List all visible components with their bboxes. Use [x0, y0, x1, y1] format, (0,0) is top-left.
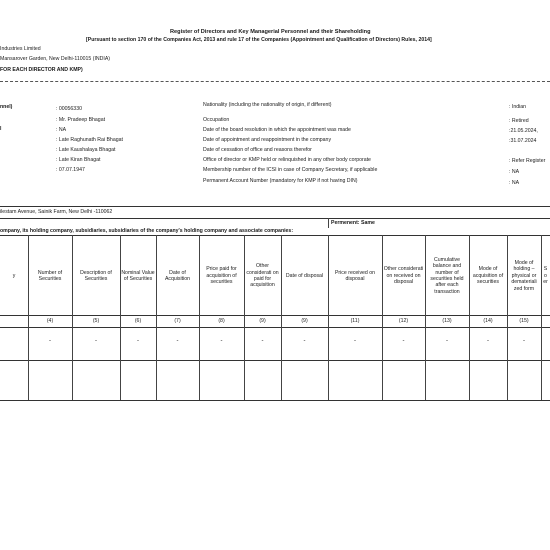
table-bottom-border	[0, 400, 550, 401]
spouse-name-value: : Late Kiran Bhagat	[56, 157, 101, 163]
table-value-cell: -	[137, 338, 139, 344]
cessation-label: Date of cessation of office and reasons therefor	[203, 147, 312, 153]
table-value-cell: -	[446, 338, 448, 344]
top-dashed-separator	[0, 81, 550, 82]
nationality-value: : Indian	[509, 104, 527, 110]
appointment-date-label: Date of appointment and reappointment in the company	[203, 137, 332, 143]
other-office-label: Office of director or KMP held or relinquished in any other body corporate	[203, 157, 371, 163]
section-heading: FOR EACH DIRECTOR AND KMP)	[0, 67, 83, 73]
table-number-cell: (11)	[350, 318, 360, 324]
table-number-cell: (15)	[519, 318, 529, 324]
table-value-cell: -	[523, 338, 525, 344]
table-header-cell: Other considerati on received on disposal	[383, 266, 424, 286]
table-header-cell: Date of disposal	[285, 272, 324, 279]
appointment-date-value: :31.07.2024	[509, 138, 537, 144]
table-value-cell: -	[402, 338, 405, 344]
table-number-cell: (8)	[218, 318, 225, 324]
company-address: Mansarover Garden, New Delhi-110015 (INDIA)	[0, 56, 111, 62]
table-value-cell: -	[261, 338, 264, 344]
address-box-divider	[328, 218, 329, 228]
table-header-cell: Price paid for acquisition of securities	[206, 266, 237, 286]
holding-heading: ompany, its holding company, subsidiaries, subsidiaries of the company's holding company and associate companies:	[0, 228, 294, 234]
table-value-cell: -	[354, 338, 356, 344]
table-number-cell: (7)	[174, 318, 181, 324]
table-header-cell: Other considerati on paid for acquisition	[246, 263, 279, 289]
director-name-value: : Mr. Pradeep Bhagat	[56, 117, 106, 123]
pan-value: : NA	[509, 180, 520, 186]
register-title: Register of Directors and Key Managerial Personnel and their Shareholding	[170, 29, 371, 35]
permanent-address-label: Permenent: Same	[331, 220, 375, 226]
table-number-cell: (6)	[134, 318, 142, 324]
table-row-border	[0, 360, 550, 361]
nationality-label: Nationality (including the nationality of origin, if different)	[203, 102, 332, 108]
table-number-cell: (14)	[483, 318, 493, 324]
table-header-border	[0, 315, 550, 316]
board-resolution-value: :21.05.2024,	[509, 128, 538, 134]
father-name-value: : Late Raghunath Rai Bhagat	[56, 137, 123, 143]
table-value-cell: -	[176, 338, 179, 344]
company-name: Industries Limited	[0, 46, 41, 52]
table-header-cell: Mode of acquisition of securities	[472, 266, 504, 286]
table-number-cell: (13)	[442, 318, 452, 324]
icsi-membership-value: : NA	[509, 169, 520, 175]
board-resolution-label: Date of the board resolution in which the appointment was made	[203, 127, 351, 133]
table-header-cell: S o er	[543, 266, 548, 286]
table-header-cell: Price received on disposal	[334, 269, 376, 282]
former-name-value: : NA	[56, 127, 67, 133]
table-number-cell: (9)	[301, 318, 308, 324]
table-value-cell: -	[49, 338, 51, 344]
register-subtitle: [Pursuant to section 170 of the Companies Act, 2013 and rule 17 of the Companies (Appointment and Qualification of Directors) Rules, 2014]	[86, 37, 432, 43]
mother-name-value: : Late Kaushalaya Bhagat	[56, 147, 116, 153]
pan-label: Permanent Account Number (mandatory for KMP if not having DIN)	[203, 178, 358, 184]
icsi-membership-label: Membership number of the ICSI in case of Company Secretary, if applicable	[203, 167, 378, 173]
occupation-value: : Retired	[509, 118, 529, 124]
left-label-l: l	[0, 126, 2, 132]
table-header-cell: y	[12, 272, 16, 279]
address-box-top	[0, 206, 550, 207]
table-number-row-border	[0, 327, 550, 328]
table-header-cell: Cumulative balance and number of securities held after each transaction	[430, 256, 464, 295]
occupation-label: Occupation	[203, 117, 230, 123]
table-value-cell: -	[220, 338, 223, 344]
table-header-cell: Description of Securities	[80, 269, 112, 282]
table-number-cell: (12)	[398, 318, 409, 324]
table-value-cell: -	[487, 338, 489, 344]
table-value-cell: -	[303, 338, 306, 344]
residential-address: ilestam Avenue, Sainik Farm, New Delhi -110062	[0, 209, 113, 215]
other-office-value: : Refer Register	[509, 158, 546, 164]
table-number-cell: (5)	[92, 318, 100, 324]
date-of-birth-value: : 07.07.1947	[56, 167, 85, 173]
left-label-personnel: nnel)	[0, 104, 13, 110]
table-top-border	[0, 235, 550, 236]
table-value-cell: -	[95, 338, 97, 344]
table-header-cell: Date of Acquisition	[164, 269, 191, 282]
table-number-cell: (4)	[46, 318, 54, 324]
din-value: : 00056330	[56, 106, 82, 112]
table-number-cell: (9)	[259, 318, 266, 324]
table-header-cell: Number of Securities	[37, 269, 63, 282]
table-header-cell: Mode of holding – physical or demateriali zed form	[511, 259, 537, 292]
address-box-mid	[0, 218, 550, 219]
table-header-cell: Nominal Value of Securities	[121, 269, 155, 282]
